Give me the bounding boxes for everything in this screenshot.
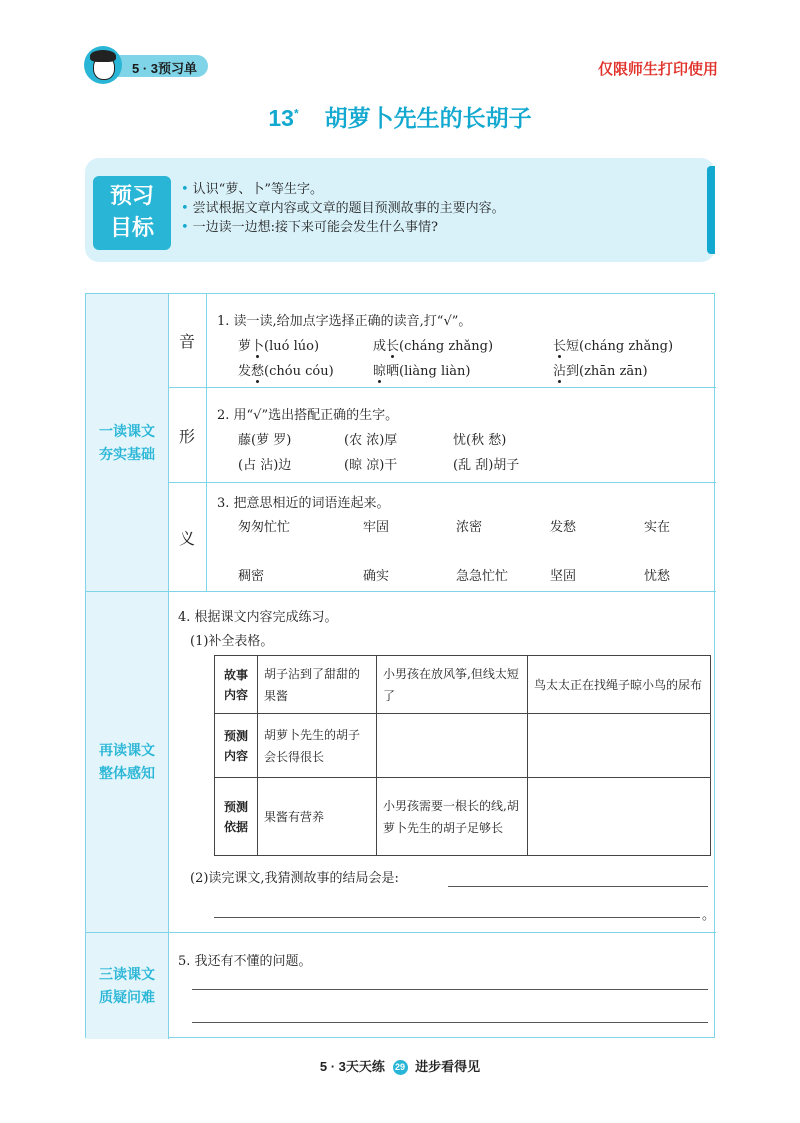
goal-item: • 尝试根据文章内容或文章的题目预测故事的主要内容。 xyxy=(181,199,505,218)
answer-line[interactable] xyxy=(192,989,708,990)
meaning-label: 义 xyxy=(168,483,207,591)
pinyin-item[interactable]: 成长(cháng zhǎng) xyxy=(373,339,494,354)
answer-line[interactable] xyxy=(448,886,708,887)
char-choice-item[interactable]: 藤(萝 罗) xyxy=(238,433,292,448)
print-notice: 仅限师生打印使用 xyxy=(597,61,718,78)
preview-goals xyxy=(85,158,715,262)
table-cell: 小男孩需要一根长的线,胡萝卜先生的胡子足够长 xyxy=(377,778,528,856)
word-match-bottom[interactable]: 忧愁 xyxy=(644,569,671,584)
char-choice-item[interactable]: (占 沾)边 xyxy=(238,458,292,473)
row-header-story: 故事 内容 xyxy=(215,656,258,714)
lesson-title-text: 胡萝卜先生的长胡子 xyxy=(324,105,532,131)
table-cell: 小男孩在放风筝,但线太短了 xyxy=(377,656,528,714)
pinyin-item[interactable]: 萝卜(luó lúo) xyxy=(238,339,320,354)
word-match-top[interactable]: 浓密 xyxy=(456,520,483,535)
shape-label: 形 xyxy=(168,388,207,482)
answer-cell[interactable] xyxy=(377,714,528,778)
pinyin-item[interactable]: 发愁(chóu cóu) xyxy=(238,364,334,379)
brand-label: 5 · 3预习单 xyxy=(132,61,198,76)
question-4: 4. 根据课文内容完成练习。 xyxy=(178,610,338,625)
table-cell: 胡萝卜先生的胡子会长得很长 xyxy=(258,714,377,778)
char-choice-item[interactable]: (晾 凉)干 xyxy=(344,458,398,473)
section3-label: 三读课文 质疑问难 xyxy=(86,933,169,1039)
section1-label: 一读课文 夯实基础 xyxy=(86,294,169,591)
pinyin-item[interactable]: 晾晒(liàng liàn) xyxy=(373,364,471,379)
char-choice-item[interactable]: 忧(秋 愁) xyxy=(453,433,507,448)
answer-line[interactable] xyxy=(214,917,700,918)
prediction-table xyxy=(214,655,711,856)
section2-label: 再读课文 整体感知 xyxy=(86,592,169,932)
char-choice-item[interactable]: (农 浓)厚 xyxy=(344,433,398,448)
lesson-number: 13* xyxy=(268,105,299,131)
brand-badge xyxy=(108,55,208,77)
footer xyxy=(0,1056,800,1075)
table-cell: 果酱有营养 xyxy=(258,778,377,856)
answer-line[interactable] xyxy=(192,1022,708,1023)
footer-left: 5 · 3天天练 xyxy=(319,1059,385,1074)
question-3: 3. 把意思相近的词语连起来。 xyxy=(217,496,390,511)
word-match-top[interactable]: 发愁 xyxy=(550,520,577,535)
goals-list xyxy=(181,180,505,237)
word-match-top[interactable]: 牢固 xyxy=(363,520,390,535)
pinyin-item[interactable]: 沾到(zhān zān) xyxy=(553,364,648,379)
goal-item: • 一边读一边想:接下来可能会发生什么事情? xyxy=(181,218,505,237)
row-header-basis: 预测 依据 xyxy=(215,778,258,856)
goal-item: • 认识“萝、卜”等生字。 xyxy=(181,180,505,199)
word-match-bottom[interactable]: 坚固 xyxy=(550,569,577,584)
word-match-bottom[interactable]: 确实 xyxy=(363,569,390,584)
row-header-prediction: 预测 内容 xyxy=(215,714,258,778)
question-5: 5. 我还有不懂的问题。 xyxy=(178,954,312,969)
table-cell: 胡子沾到了甜甜的果酱 xyxy=(258,656,377,714)
lesson-title xyxy=(0,100,800,133)
char-choice-item[interactable]: (乱 刮)胡子 xyxy=(453,458,520,473)
mascot-avatar-icon xyxy=(84,46,122,84)
pinyin-item[interactable]: 长短(cháng zhǎng) xyxy=(553,339,674,354)
table-cell: 鸟太太正在找绳子晾小鸟的尿布 xyxy=(528,656,711,714)
question-1: 1. 读一读,给加点字选择正确的读音,打“√”。 xyxy=(217,314,472,329)
footer-right: 进步看得见 xyxy=(415,1059,481,1074)
sub-question-2: (2)读完课文,我猜测故事的结局会是: xyxy=(190,871,399,886)
end-mark: 。 xyxy=(702,908,716,923)
goals-tag: 预习 目标 xyxy=(93,176,171,250)
exercise-table xyxy=(85,293,715,1038)
question-2: 2. 用“√”选出搭配正确的生字。 xyxy=(217,408,399,423)
answer-cell[interactable] xyxy=(528,778,711,856)
word-match-bottom[interactable]: 急急忙忙 xyxy=(456,569,509,584)
word-match-top[interactable]: 实在 xyxy=(644,520,671,535)
goals-accent-bar xyxy=(707,166,715,254)
page-number: 29 xyxy=(393,1060,408,1075)
sound-label: 音 xyxy=(168,294,207,387)
word-match-bottom[interactable]: 稠密 xyxy=(238,569,265,584)
sub-question-1: (1)补全表格。 xyxy=(190,634,274,649)
word-match-top[interactable]: 匆匆忙忙 xyxy=(238,520,291,535)
answer-cell[interactable] xyxy=(528,714,711,778)
